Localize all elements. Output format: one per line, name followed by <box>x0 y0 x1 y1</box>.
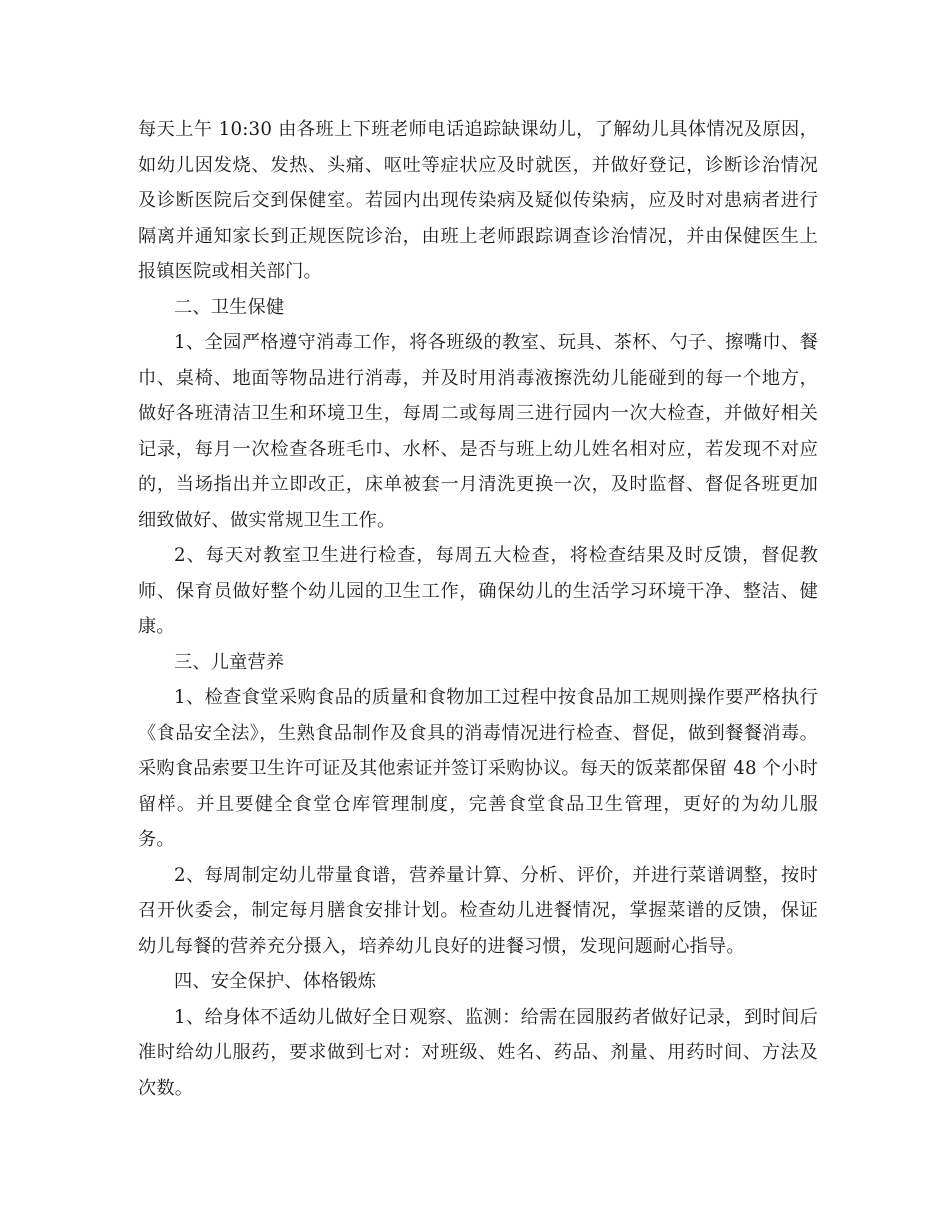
paragraph-classroom-inspection: 2、每天对教室卫生进行检查，每周五大检查，将检查结果及时反馈，督促教师、保育员做好整个幼儿园的卫生工作，确保幼儿的生活学习环境干净、整洁、健康。 <box>138 545 818 637</box>
paragraph-food-safety: 1、检查食堂采购食品的质量和食物加工过程中按食品加工规则操作要严格执行《食品安全法》，生熟食品制作及食具的消毒情况进行检查、督促，做到餐餐消毒。采购食品索要卫生许可证及其他索证并签订采购协议。每天的饭菜都保留 48 个小时留样。并且要健全食堂仓库管理制度，完善食堂食品卫生管理，更好的为幼儿服务。 <box>138 687 818 850</box>
paragraph-medication: 1、给身体不适幼儿做好全日观察、监测：给需在园服药者做好记录，到时间后准时给幼儿服药，要求做到七对：对班级、姓名、药品、剂量、用药时间、方法及次数。 <box>138 1006 818 1099</box>
paragraph-disinfection: 1、全园严格遵守消毒工作，将各班级的教室、玩具、茶杯、勺子、擦嘴巾、餐巾、桌椅、地面等物品进行消毒，并及时用消毒液擦洗幼儿能碰到的每一个地方，做好各班清洁卫生和环境卫生，每周二或每周三进行园内一次大检查，并做好相关记录，每月一次检查各班毛巾、水杯、是否与班上幼儿姓名相对应，若发现不对应的，当场指出并立即改正，床单被套一月清洗更换一次，及时监督、督促各班更加细致做好、做实常规卫生工作。 <box>138 332 818 531</box>
paragraph-absence-tracking: 每天上午 10:30 由各班上下班老师电话追踪缺课幼儿，了解幼儿具体情况及原因，如幼儿因发烧、发热、头痛、呕吐等症状应及时就医，并做好登记，诊断诊治情况及诊断医院后交到保健室。若园内出现传染病及疑似传染病，应及时对患病者进行隔离并通知家长到正规医院诊治，由班上老师跟踪调查诊治情况，并由保健医生上报镇医院或相关部门。 <box>138 119 818 282</box>
section-heading-hygiene: 二、卫生保健 <box>174 296 285 318</box>
document-body <box>138 112 818 1106</box>
section-heading-nutrition: 三、儿童营养 <box>174 651 285 673</box>
section-heading-safety-exercise: 四、安全保护、体格锻炼 <box>174 971 377 992</box>
paragraph-weekly-menu: 2、每周制定幼儿带量食谱，营养量计算、分析、评价，并进行菜谱调整，按时召开伙委会，制定每月膳食安排计划。检查幼儿进餐情况，掌握菜谱的反馈，保证幼儿每餐的营养充分摄入，培养幼儿良好的进餐习惯，发现问题耐心指导。 <box>138 864 818 957</box>
